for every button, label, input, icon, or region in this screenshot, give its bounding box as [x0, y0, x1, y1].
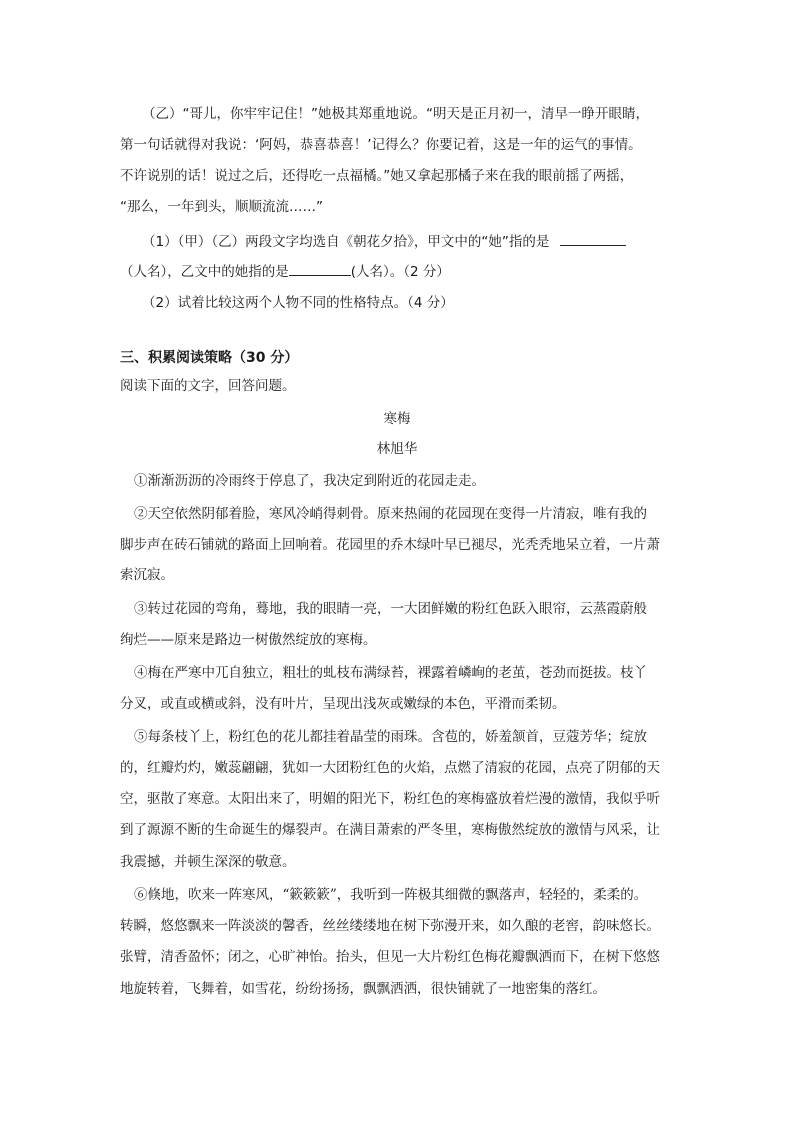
article-paragraph-6-line-4: 地旋转着，飞舞着，如雪花，纷纷扬扬，飘飘洒洒，很快铺就了一地密集的落红。 [120, 981, 606, 997]
article-paragraph-6-line-2: 转瞬，悠悠飘来一阵淡淡的馨香，丝丝缕缕地在树下弥漫开来，如久酿的老窖，韵味悠长。 [120, 918, 660, 934]
article-paragraph-6-line-3: 张臂，清香盈怀；闭之，心旷神怡。抬头，但见一大片粉红色梅花瓣飘洒而下，在树下悠悠 [120, 949, 660, 965]
yi-passage-line-3: 不许说别的话！说过之后，还得吃一点福橘。”她又拿起那橘子来在我的眼前摇了两摇， [120, 168, 634, 184]
article-paragraph-5-line-1: ⑤每条枝丫上，粉红色的花儿都挂着晶莹的雨珠。含苞的，娇羞颔首，豆蔻芳华；绽放 [134, 729, 647, 745]
article-paragraph-4-line-2: 分叉，或直或横或斜，没有叶片，呈现出浅灰或嫩绿的本色，平滑而柔韧。 [120, 696, 566, 712]
article-paragraph-5-line-3: 空，驱散了寒意。太阳出来了，明媚的阳光下，粉红色的寒梅盛放着烂漫的激情，我似乎听 [120, 791, 660, 807]
answer-blank-1[interactable] [560, 232, 626, 246]
article-paragraph-5-line-2: 的，红瓣灼灼，嫩蕊翩翩，犹如一大团粉红色的火焰，点燃了清寂的花园，点亮了阴郁的天 [120, 760, 660, 776]
yi-passage-line-4: “那么，一年到头，顺顺流流……” [120, 199, 323, 215]
question-1-text-a: （1）（甲）（乙）两段文字均选自《朝花夕拾》，甲文中的“她”指的是 [142, 234, 550, 250]
question-1-text-b: （人名），乙文中的她指的是 [120, 264, 289, 280]
article-paragraph-1: ①渐渐沥沥的冷雨终于停息了，我决定到附近的花园走走。 [134, 473, 485, 489]
yi-passage-line-1: （乙）“哥儿，你牢牢记住！”她极其郑重地说。“明天是正月初一，清早一睁开眼睛， [142, 106, 649, 122]
article-paragraph-2-line-3: 索沉寂。 [120, 567, 174, 583]
article-author: 林旭华 [376, 441, 418, 457]
article-paragraph-5-line-4: 到了源源不断的生命诞生的爆裂声。在满目萧索的严冬里，寒梅傲然绽放的激情与风采，让 [120, 822, 660, 838]
question-1-line-2 [120, 262, 450, 281]
question-1-line-1 [142, 232, 626, 251]
article-paragraph-5-line-5: 我震撼，并顿生深深的敬意。 [120, 854, 296, 870]
section-3-instruction: 阅读下面的文字，回答问题。 [120, 378, 296, 394]
question-2: （2）试着比较这两个人物不同的性格特点。（4 分） [142, 295, 454, 311]
yi-passage-line-2: 第一句话就得对我说：‘阿妈，恭喜恭喜！’记得么？你要记着，这是一年的运气的事情。 [120, 137, 642, 153]
section-3-heading: 三、积累阅读策略（30 分） [120, 350, 299, 366]
article-paragraph-4-line-1: ④梅在严寒中兀自独立，粗壮的虬枝布满绿苔，裸露着嶙峋的老茧，苍劲而挺拔。枝丫 [134, 665, 647, 681]
question-1-text-c: (人名）。（2 分） [350, 264, 450, 280]
article-paragraph-3-line-2: 绚烂——原来是路边一树傲然绽放的寒梅。 [120, 632, 377, 648]
article-paragraph-3-line-1: ③转过花园的弯角，蓦地，我的眼睛一亮，一大团鲜嫩的粉红色跃入眼帘，云蒸霞蔚般 [134, 601, 647, 617]
article-paragraph-2-line-2: 脚步声在砖石铺就的路面上回响着。花园里的乔木绿叶早已褪尽，光秃秃地呆立着，一片萧 [120, 537, 660, 553]
article-paragraph-6-line-1: ⑥倏地，吹来一阵寒风，“簌簌簌”，我听到一阵极其细微的飘落声，轻轻的，柔柔的。 [134, 887, 648, 903]
answer-blank-2[interactable] [289, 262, 351, 276]
article-paragraph-2-line-1: ②天空依然阴郁着脸，寒风冷峭得刺骨。原来热闹的花园现在变得一片清寂，唯有我的 [134, 506, 647, 522]
article-title: 寒梅 [383, 411, 411, 427]
